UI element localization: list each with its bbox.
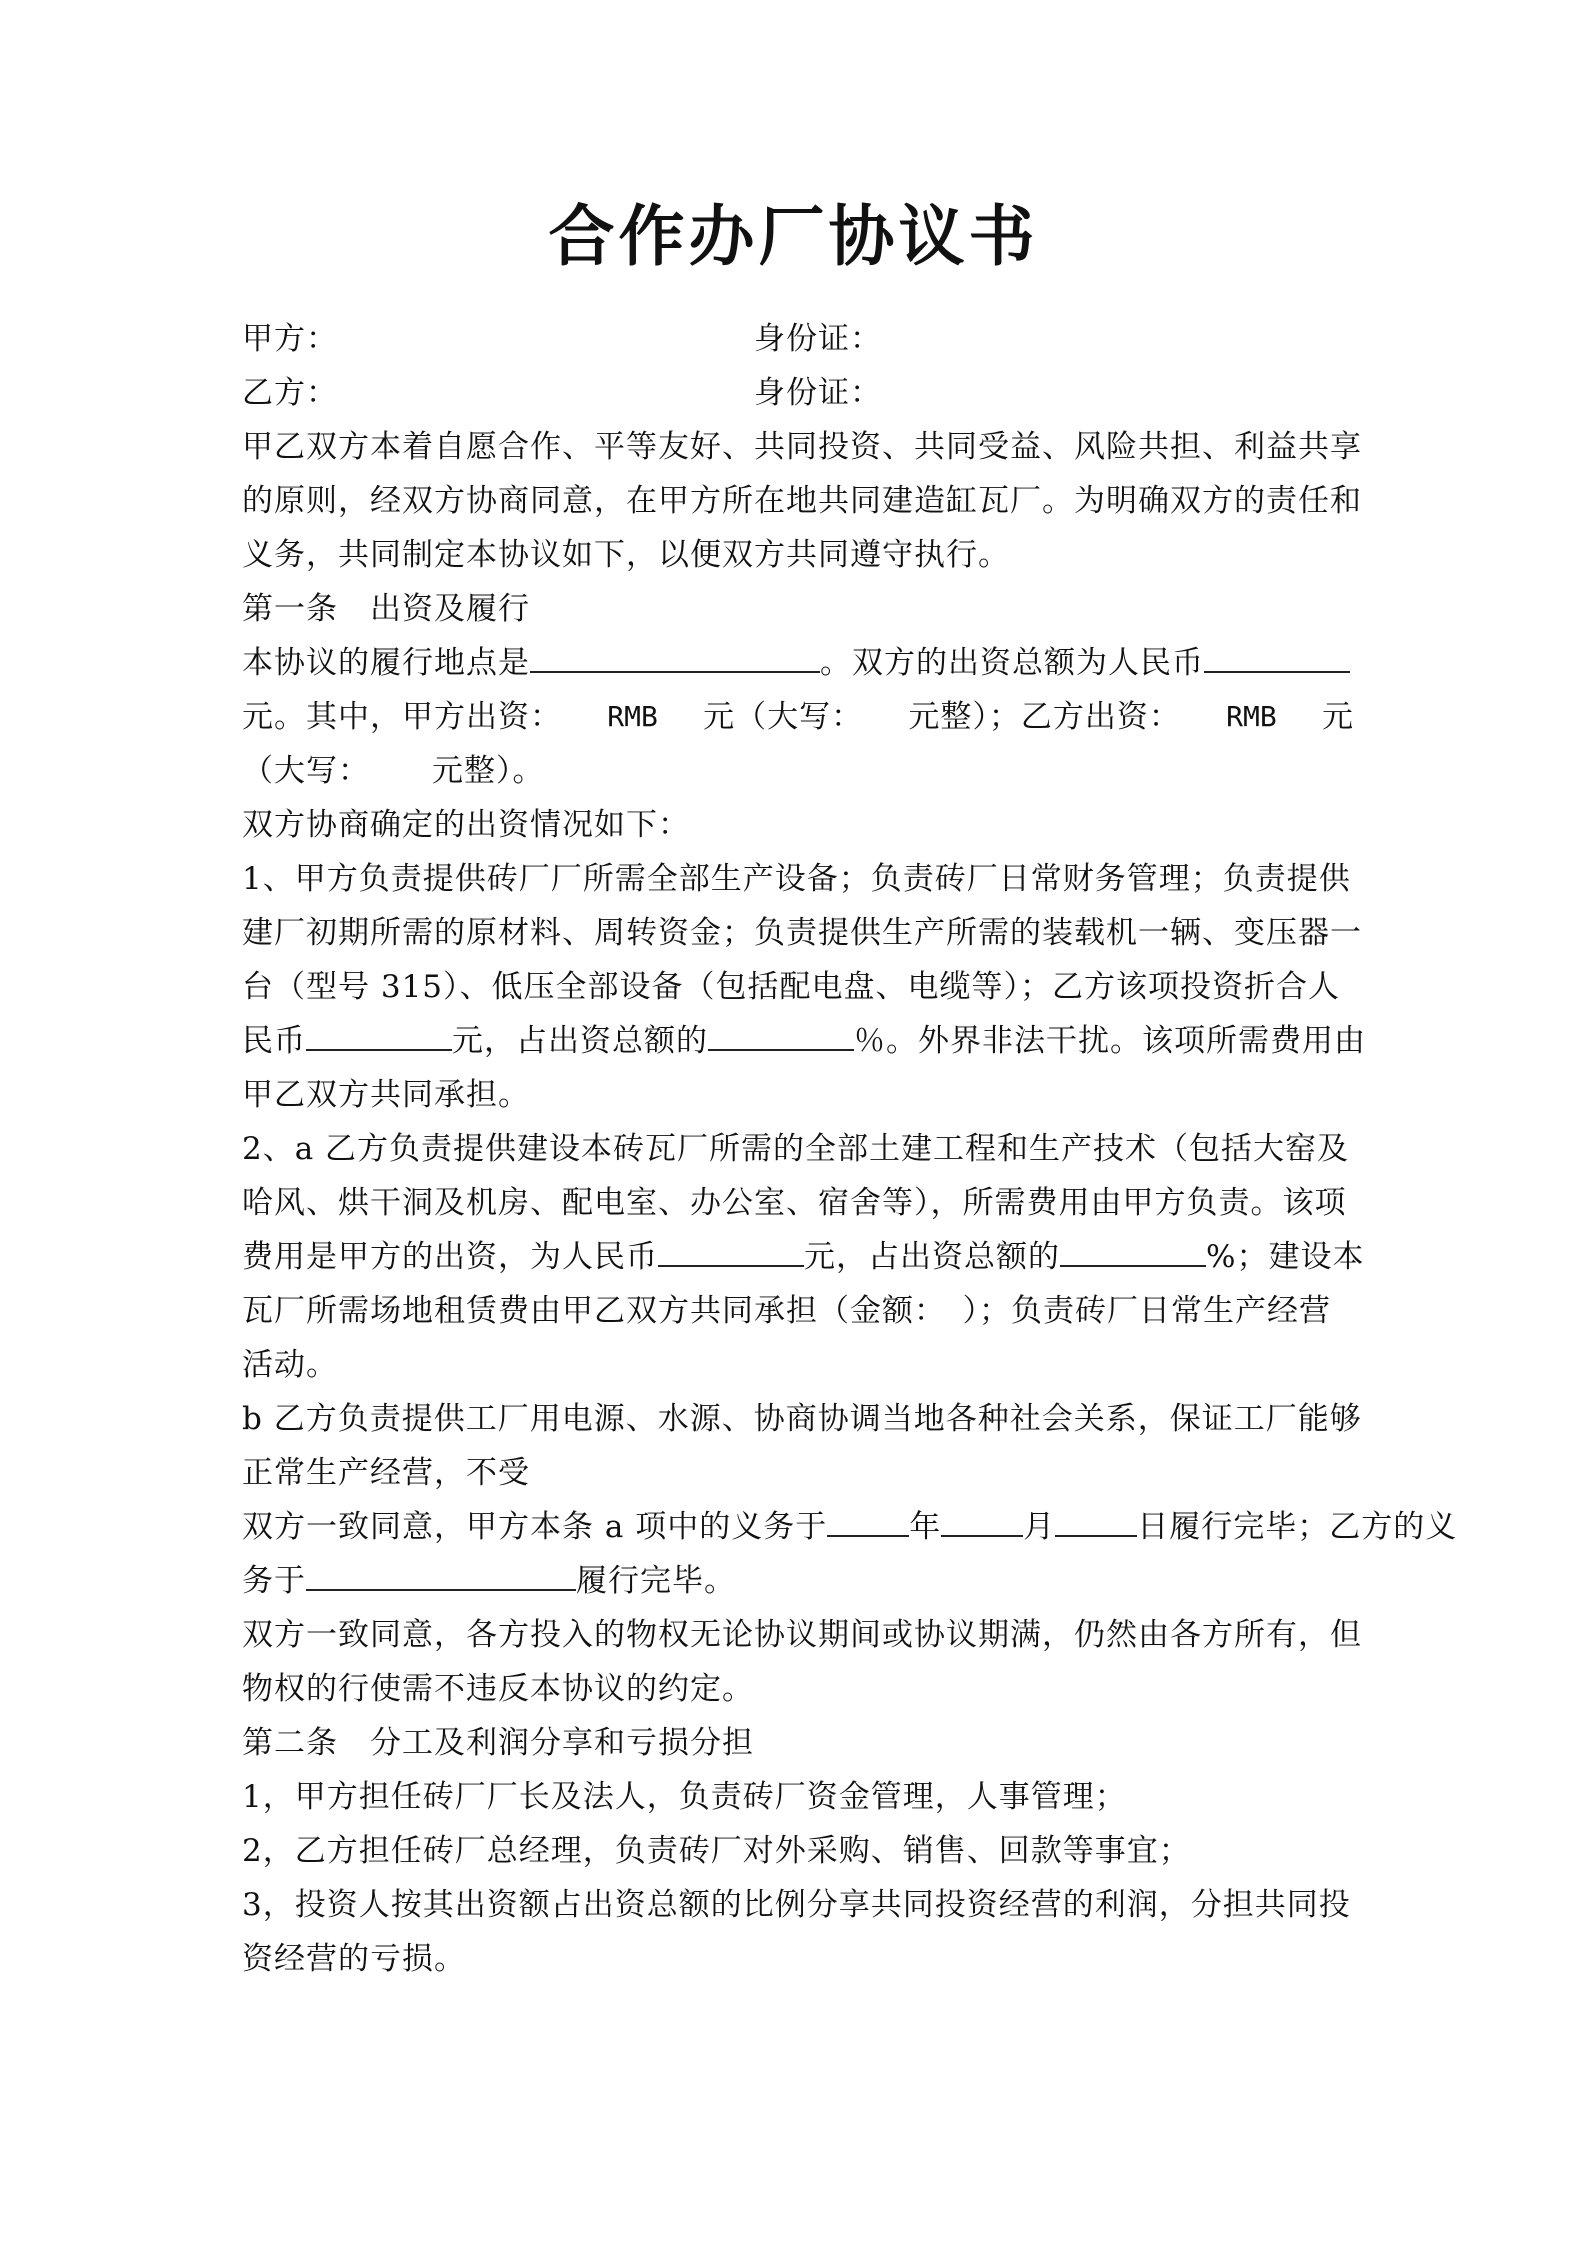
item1-line-4 [242,1014,1366,1068]
item1-line-1: 1、甲方负责提供砖厂厂所需全部生产设备；负责砖厂日常财务管理；负责提供 [242,861,1351,897]
item1-line-3: 台（型号 315）、低压全部设备（包括配电盘、电缆等）；乙方该项投资折合人 [242,969,1341,1005]
item2-line-3 [242,1230,1365,1284]
item2-line-1: 2、a 乙方负责提供建设本砖瓦厂所需的全部土建工程和生产技术（包括大窑及 [242,1131,1350,1167]
party-a-line [242,312,1354,366]
month-label: 月 [1023,1509,1056,1545]
amount-text-2: 元（大写： [703,699,864,735]
place-blank [530,639,820,673]
item1-percent-blank [708,1017,854,1051]
document-body [242,312,1458,1986]
party-a-id-label: 身份证： [754,321,882,357]
item1-line4-a: 民币 [242,1023,306,1059]
article-1-heading: 第一条 出资及履行 [242,591,530,627]
item1-line-5: 甲乙双方共同承担。 [242,1077,530,1113]
total-amount-blank [1204,639,1350,673]
amount2-text-2: 元整）。 [432,753,545,789]
agree2-line-2: 物权的行使需不违反本协议的约定。 [242,1671,754,1707]
item2-line-2: 哈风、烘干洞及机房、配电室、办公室、宿舍等），所需费用由甲方负责。该项 [242,1185,1347,1221]
agree2-line-1: 双方一致同意，各方投入的物权无论协议期间或协议期满，仍然由各方所有，但 [242,1617,1362,1653]
day-blank [1055,1503,1137,1537]
item2-line3-b: 元，占出资总额的 [804,1239,1060,1275]
item2-line3-c: %；建设本 [1206,1239,1365,1275]
item1-line4-b: 元，占出资总额的 [452,1023,708,1059]
year-blank [827,1503,909,1537]
item2b-line-2: 正常生产经营，不受 [242,1455,530,1491]
amount-rmb-a: RMB [607,700,658,733]
agree1-text: 双方一致同意，甲方本条 a 项中的义务于 [242,1509,828,1545]
amount2-text-1: （大写： [242,753,370,789]
item1-line-2: 建厂初期所需的原材料、周转资金；负责提供生产所需的装载机一辆、变压器一 [242,915,1362,951]
item2-percent-blank [1060,1233,1206,1267]
place-prefix: 本协议的履行地点是 [242,645,530,681]
intro-line-2: 的原则，经双方协商同意，在甲方所在地共同建造缸瓦厂。为明确双方的责任和 [242,483,1362,519]
agree1-c: 履行完毕。 [576,1563,736,1599]
article-2-heading: 第二条 分工及利润分享和亏损分担 [242,1725,754,1761]
article2-item-3: 3，投资人按其出资额占出资总额的比例分享共同投资经营的利润，分担共同投 [242,1887,1351,1923]
item2-line-5: 活动。 [242,1347,338,1383]
party-a-label: 甲方： [242,321,338,357]
month-blank [941,1503,1023,1537]
item2-line3-a: 费用是甲方的出资，为人民币 [242,1239,658,1275]
intro-line-3: 义务，共同制定本协议如下，以便双方共同遵守执行。 [242,537,1010,573]
item2-amount-blank [658,1233,804,1267]
article2-item-1: 1，甲方担任砖厂厂长及法人，负责砖厂资金管理，人事管理； [242,1779,1127,1815]
item1-line4-c: ％。外界非法干扰。该项所需费用由 [854,1023,1366,1059]
party-b-line [242,366,1354,420]
intro-line-1: 甲乙双方本着自愿合作、平等友好、共同投资、共同受益、风险共担、利益共享 [242,429,1362,465]
amount-text-3: 元整）；乙方出资： [908,699,1181,735]
party-b-id-label: 身份证： [754,375,882,411]
amount-line [242,690,1354,744]
agree1-b: 务于 [242,1563,306,1599]
place-line [242,636,1354,690]
year-label: 年 [909,1509,942,1545]
article2-item-4: 资经营的亏损。 [242,1941,466,1977]
item2-line-4: 瓦厂所需场地租赁费由甲乙双方共同承担（金额： ）；负责砖厂日常生产经营 [242,1293,1331,1329]
document-title: 合作办厂协议书 [548,197,1039,275]
amount-text-4: 元 [1321,699,1354,735]
contribution-intro: 双方协商确定的出资情况如下： [242,807,690,843]
amount-line-2 [242,744,1354,798]
item2b-line-1: b 乙方负责提供工厂用电源、水源、协商协调当地各种社会关系，保证工厂能够 [242,1401,1362,1437]
item1-amount-blank [306,1017,452,1051]
article2-item-2: 2，乙方担任砖厂总经理，负责砖厂对外采购、销售、回款等事宜； [242,1833,1191,1869]
party-b-deadline-blank [306,1557,576,1591]
party-b-label: 乙方： [242,375,338,411]
amount-rmb-b: RMB [1226,700,1277,733]
agree1-line-1 [242,1500,1458,1554]
agree1-line-2 [242,1554,1354,1608]
day-label: 日履行完毕；乙方的义 [1137,1509,1458,1545]
amount-text-1: 元。其中，甲方出资： [242,699,562,735]
place-mid: 。双方的出资总额为人民币 [820,645,1204,681]
